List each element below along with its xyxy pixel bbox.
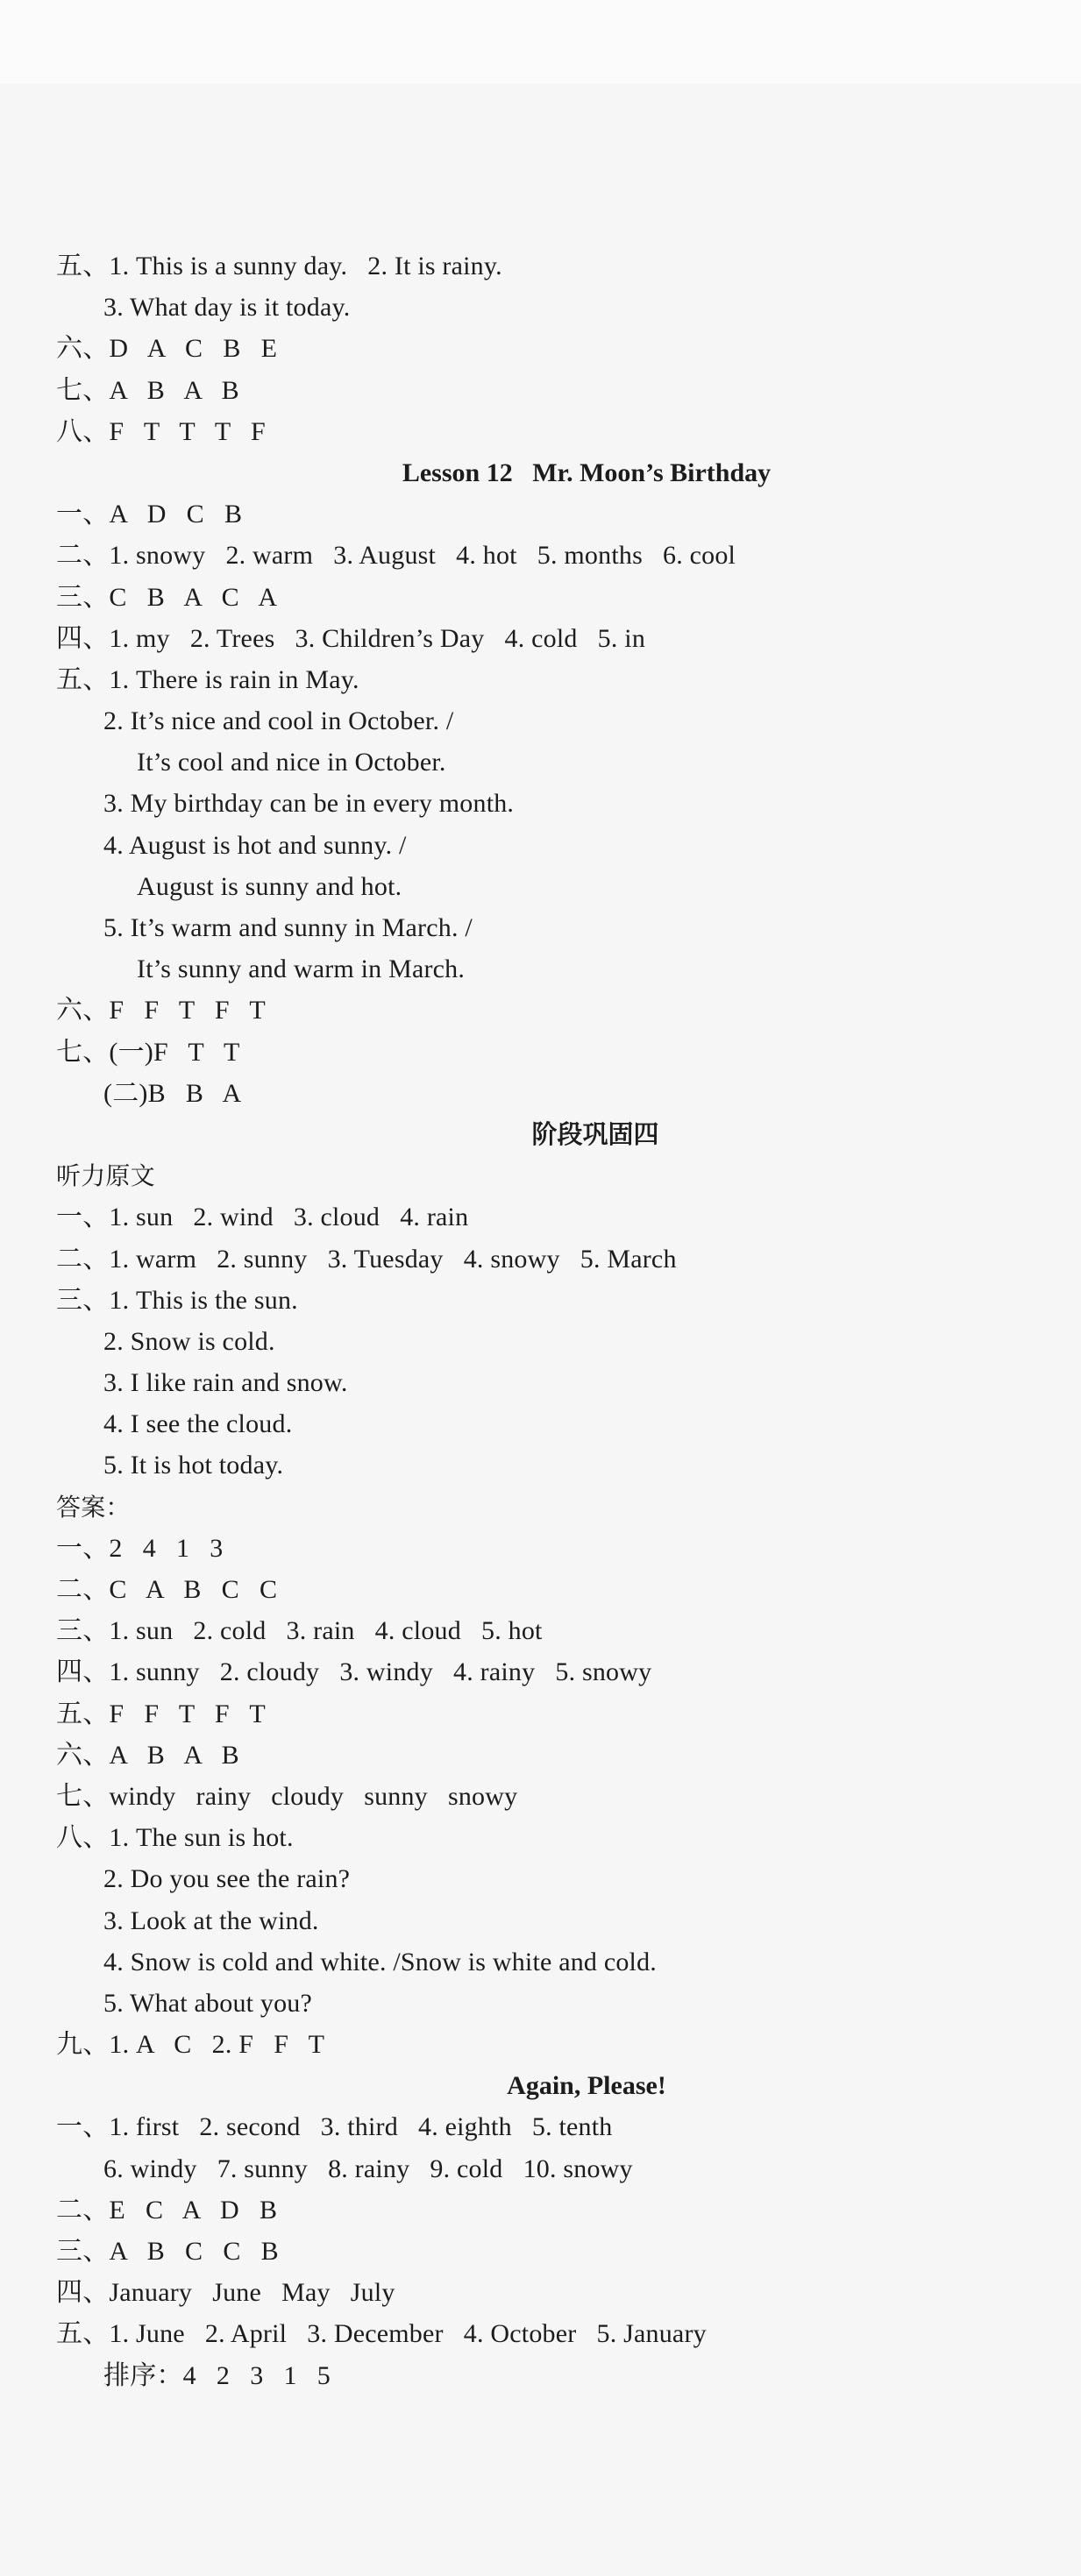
- section-heading-again-please: Again, Please!: [507, 2071, 666, 2101]
- answer-line: 5. It is hot today.: [103, 1451, 284, 1480]
- answer-line: 5. It’s warm and sunny in March. /: [103, 913, 473, 942]
- answer-line: 四、1. my 2. Trees 3. Children’s Day 4. cold 5. in: [56, 623, 646, 653]
- answer-line: 三、1. This is the sun.: [56, 1285, 298, 1315]
- answer-line: 八、F T T T F: [56, 416, 266, 446]
- page-top-margin: [0, 0, 1081, 83]
- answer-line: It’s cool and nice in October.: [137, 748, 446, 777]
- answer-line: 八、1. The sun is hot.: [56, 1823, 294, 1853]
- answer-line: 6. windy 7. sunny 8. rainy 9. cold 10. snowy: [103, 2154, 633, 2183]
- answer-line: 六、D A C B E: [56, 334, 278, 364]
- answer-line: 二、1. warm 2. sunny 3. Tuesday 4. snowy 5. March: [56, 1244, 677, 1274]
- section-heading-lesson-12: Lesson 12 Mr. Moon’s Birthday: [402, 458, 772, 487]
- answer-line: 六、F F T F T: [56, 996, 266, 1025]
- answer-line: 一、A D C B: [56, 500, 243, 529]
- answer-line: 九、1. A C 2. F F T: [56, 2030, 325, 2060]
- answer-line: 一、2 4 1 3: [56, 1533, 224, 1563]
- answer-line: 3. I like rain and snow.: [103, 1368, 348, 1398]
- listening-transcript-label: 听力原文: [56, 1161, 155, 1191]
- answer-line: 五、1. This is a sunny day. 2. It is rainy.: [56, 252, 502, 280]
- answer-key-content: [56, 245, 1029, 2396]
- answer-line: 五、F F T F T: [56, 1699, 266, 1728]
- answer-line: 一、1. first 2. second 3. third 4. eighth 5. tenth: [56, 2112, 613, 2142]
- answer-line: 二、C A B C C: [56, 1575, 278, 1604]
- answer-line: 五、1. There is rain in May.: [56, 664, 359, 694]
- answer-line: 4. Snow is cold and white. /Snow is white and cold.: [103, 1947, 657, 1976]
- answer-line: 四、1. sunny 2. cloudy 3. windy 4. rainy 5. snowy: [56, 1657, 652, 1687]
- answer-line: 四、January June May July: [56, 2278, 395, 2308]
- answer-line: (二)B B A: [103, 1078, 242, 1108]
- answer-line: 3. My birthday can be in every month.: [103, 789, 515, 819]
- section-heading-stage-review-4: 阶段巩固四: [531, 1118, 659, 1149]
- answer-line: 二、1. snowy 2. warm 3. August 4. hot 5. months 6. cool: [56, 541, 736, 571]
- answer-line: 三、C B A C A: [56, 582, 278, 612]
- answer-line: 2. It’s nice and cool in October. /: [103, 706, 454, 736]
- answer-line: 一、1. sun 2. wind 3. cloud 4. rain: [56, 1203, 469, 1232]
- answer-line: 三、1. sun 2. cold 3. rain 4. cloud 5. hot: [56, 1616, 543, 1646]
- answer-line: 排序：4 2 3 1 5: [103, 2360, 331, 2390]
- answers-label: 答案：: [56, 1492, 131, 1522]
- answer-line: 三、A B C C B: [56, 2237, 279, 2266]
- answer-line: 五、1. June 2. April 3. December 4. October 5. January: [56, 2319, 707, 2349]
- answer-line: 5. What about you?: [103, 1988, 312, 2018]
- answer-line: 4. I see the cloud.: [103, 1409, 293, 1439]
- answer-line: 七、A B A B: [56, 375, 239, 405]
- answer-line: 3. What day is it today.: [103, 293, 351, 323]
- answer-line: 七、(一)F T T: [56, 1037, 240, 1067]
- answer-line: 六、A B A B: [56, 1740, 239, 1770]
- answer-line: 2. Do you see the rain?: [103, 1864, 351, 1894]
- answer-line: 二、E C A D B: [56, 2195, 278, 2225]
- answer-line: 七、windy rainy cloudy sunny snowy: [56, 1781, 518, 1811]
- answer-line: 4. August is hot and sunny. /: [103, 830, 407, 860]
- answer-line: 3. Look at the wind.: [103, 1905, 319, 1935]
- answer-line: 2. Snow is cold.: [103, 1326, 275, 1356]
- answer-line: It’s sunny and warm in March.: [137, 954, 466, 984]
- answer-line: August is sunny and hot.: [137, 871, 402, 901]
